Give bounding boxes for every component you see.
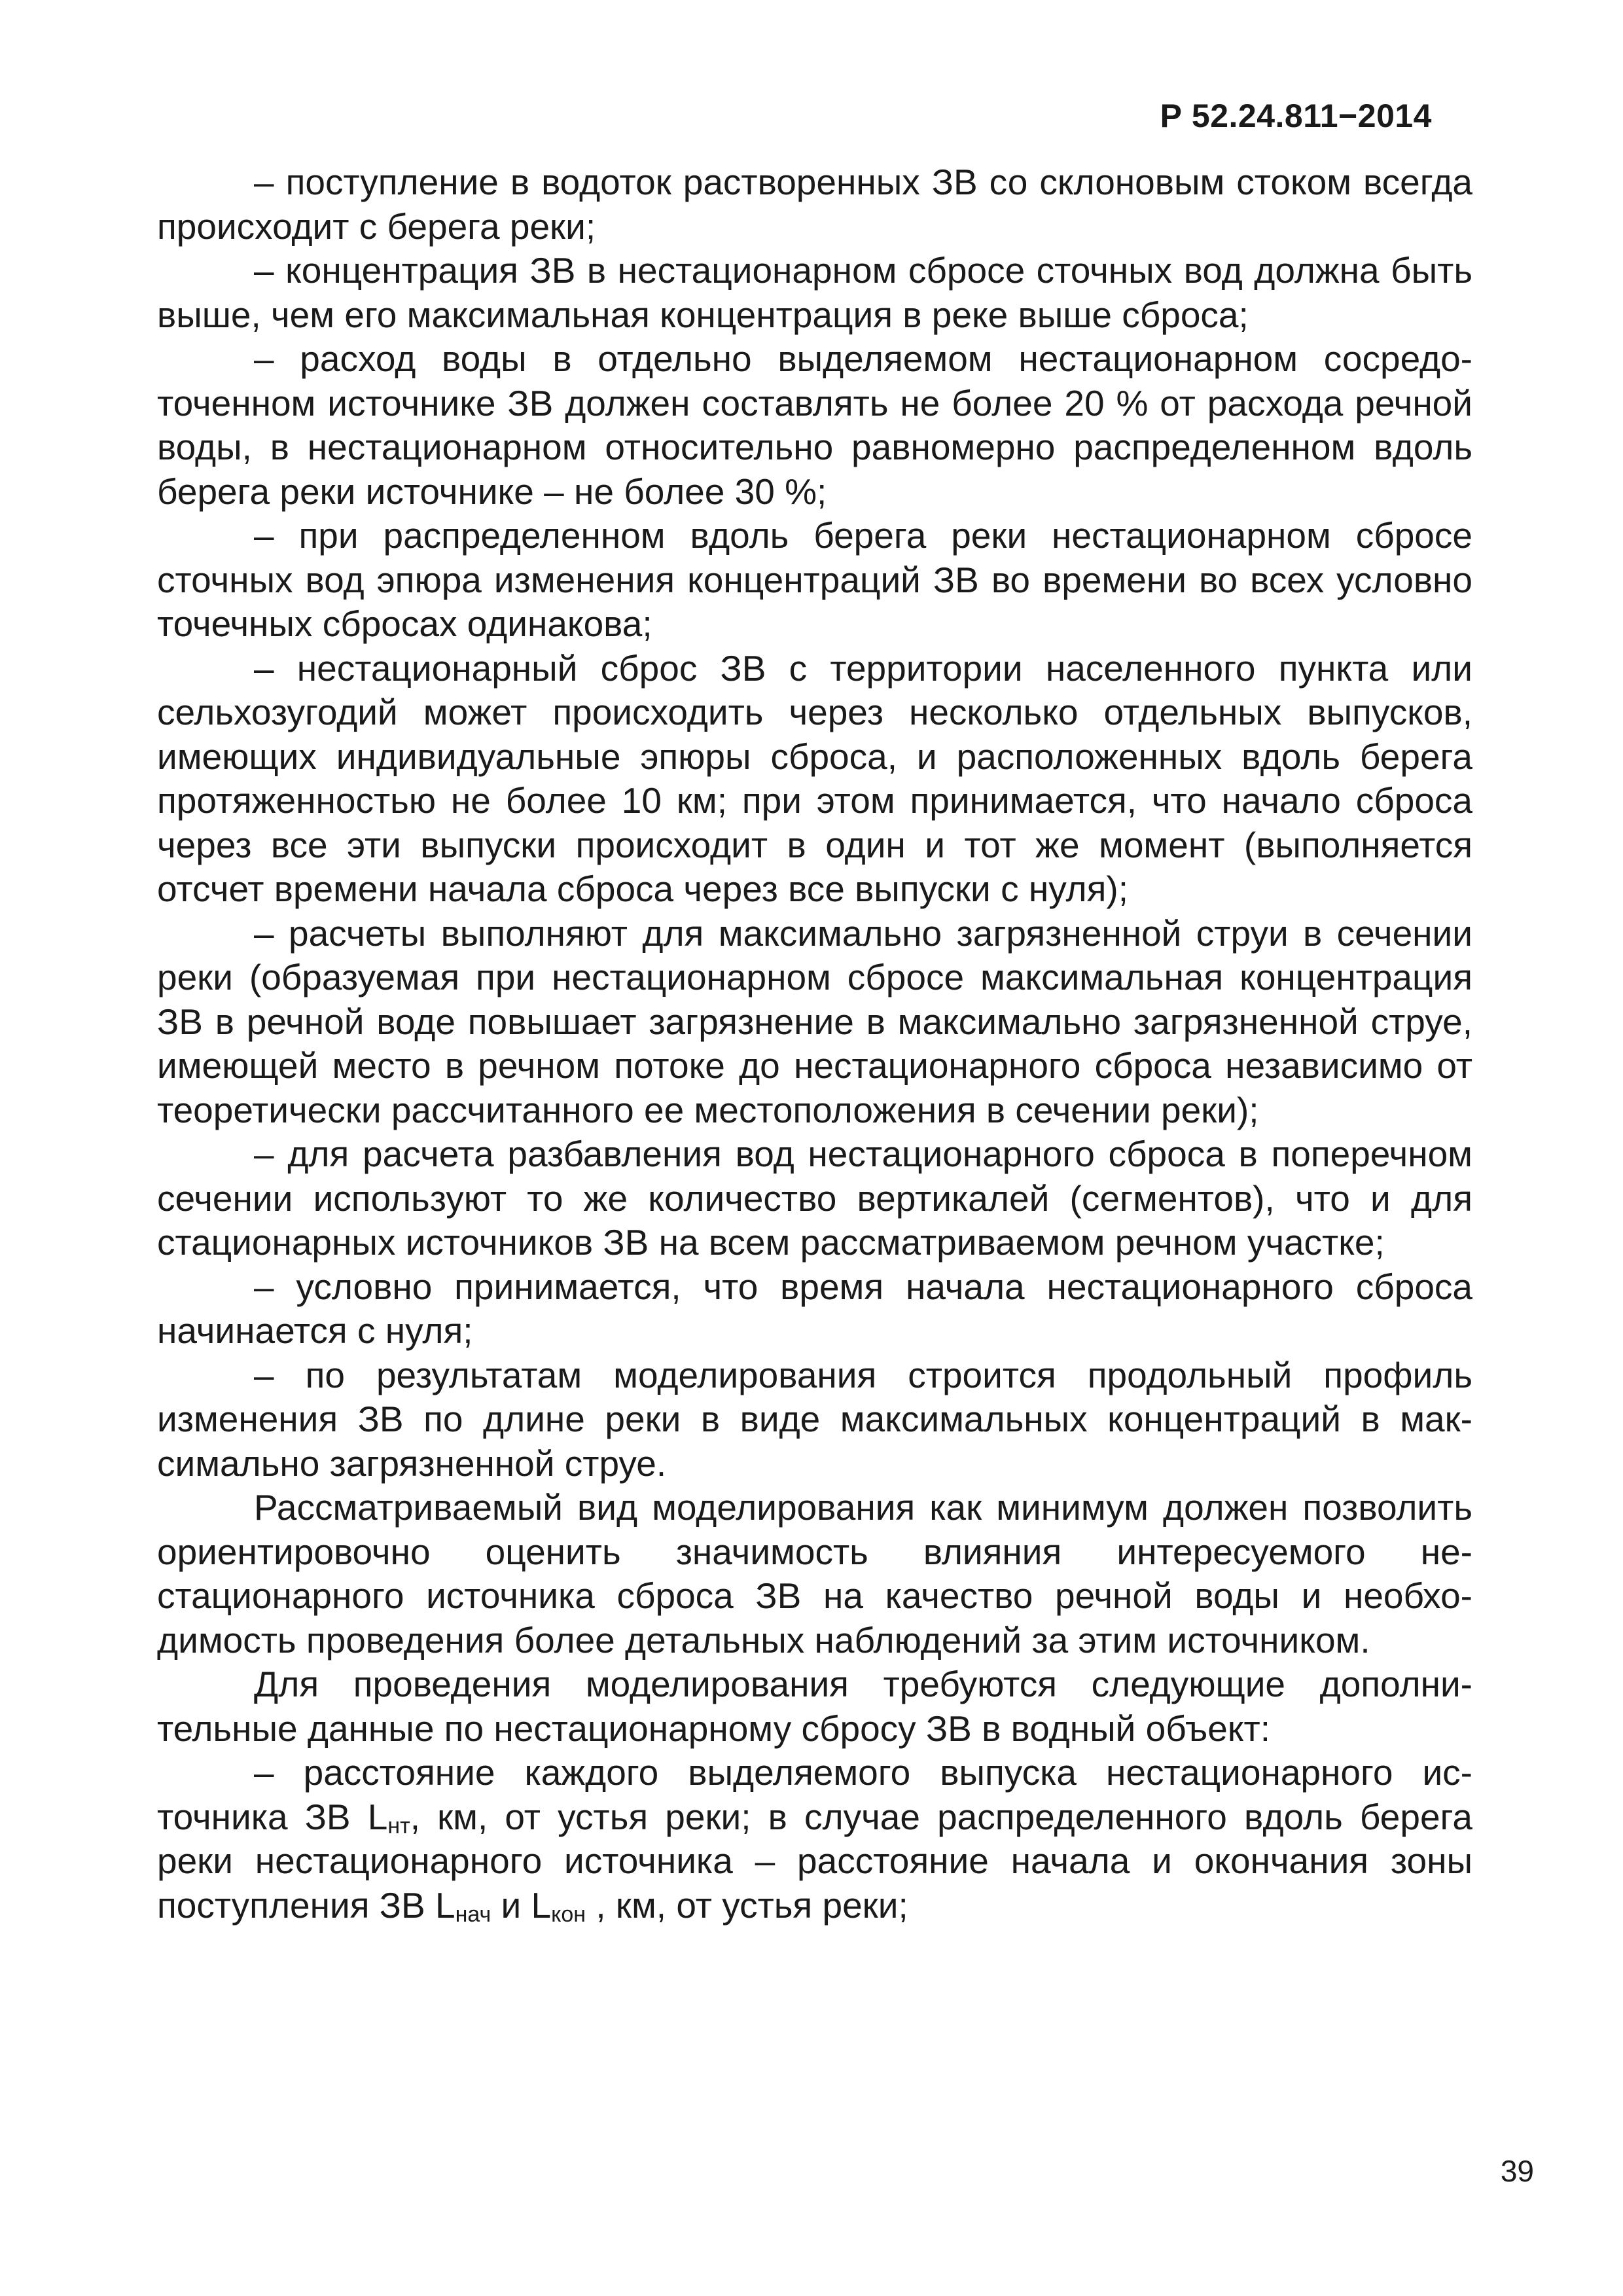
subscript-nt: нт: [387, 1813, 410, 1839]
paragraph-3: – расход воды в отдельно выделяемом нестационарном сосредоточенном источнике ЗВ должен составлять не более 20 % от расхода речной воды, в нестационарном относительно равномерно распределенном вдоль берега реки источнике – не более 30 %;: [157, 338, 1472, 512]
paragraph-1: – поступление в водоток растворенных ЗВ со склоновым стоком всегда происходит с берега реки;: [157, 162, 1472, 247]
paragraph-7: – для расчета разбавления вод нестационарного сброса в поперечном сечении используют то же количество вертикалей (сегментов), что и для стационарных источников ЗВ на всем рассматриваемом речном участке;: [157, 1134, 1472, 1263]
subscript-nach: нач: [455, 1901, 491, 1927]
paragraph-12-part-1: – расстояние каждого выделяемого выпуска нестационарного источника ЗВ L: [157, 1752, 1472, 1837]
paragraph-12: [157, 1751, 1472, 1928]
body-text: [157, 160, 1472, 1928]
paragraph-12-part-2: , км, от устья реки; в случае распределенного вдоль берега реки нестационарного источника – расстояние начала и окончания зоны поступления ЗВ L: [157, 1796, 1472, 1926]
paragraph-11: Для проведения моделирования требуются следующие дополнительные данные по нестационарному сбросу ЗВ в водный объект:: [157, 1664, 1472, 1749]
paragraph-9: – по результатам моделирования строится продольный профиль изменения ЗВ по длине реки в виде максимальных концентраций в максимально загрязненной струе.: [157, 1354, 1472, 1484]
paragraph-2: – концентрация ЗВ в нестационарном сбросе сточных вод должна быть выше, чем его максимальная концентрация в реке выше сброса;: [157, 250, 1472, 335]
paragraph-12-part-3: и L: [491, 1884, 552, 1926]
subscript-kon: кон: [551, 1901, 586, 1927]
paragraph-12-part-4: , км, от устья реки;: [586, 1884, 908, 1926]
paragraph-10: Рассматриваемый вид моделирования как минимум должен позволить ориентировочно оценить значимость влияния интересуемого нестационарного источника сброса ЗВ на качество речной воды и необходимость проведения более детальных наблюдений за этим источником.: [157, 1487, 1472, 1660]
page-number: 39: [1500, 2154, 1534, 2188]
paragraph-4: – при распределенном вдоль берега реки нестационарном сбросе сточных вод эпюра изменения концентраций ЗВ во времени во всех условно точечных сбросах одинакова;: [157, 515, 1472, 644]
paragraph-8: – условно принимается, что время начала нестационарного сброса начинается с нуля;: [157, 1266, 1472, 1351]
document-code: Р 52.24.811−2014: [1160, 98, 1432, 134]
paragraph-5: – нестационарный сброс ЗВ с территории населенного пункта или сельхозугодий может происходить через несколько отдельных выпусков, имеющих индивидуальные эпюры сброса, и расположенных вдоль берега протяженностью не более 10 км; при этом принимается, что начало сброса через все эти выпуски происходит в один и тот же момент (выполняется отсчет времени начала сброса через все выпуски с нуля);: [157, 647, 1472, 909]
paragraph-6: – расчеты выполняют для максимально загрязненной струи в сечении реки (образуемая при нестационарном сбросе максимальная концентрация ЗВ в речной воде повышает загрязнение в максимально загрязненной струе, имеющей место в речном потоке до нестационарного сброса независимо от теоретически рассчитанного ее местоположения в сечении реки);: [157, 912, 1472, 1130]
